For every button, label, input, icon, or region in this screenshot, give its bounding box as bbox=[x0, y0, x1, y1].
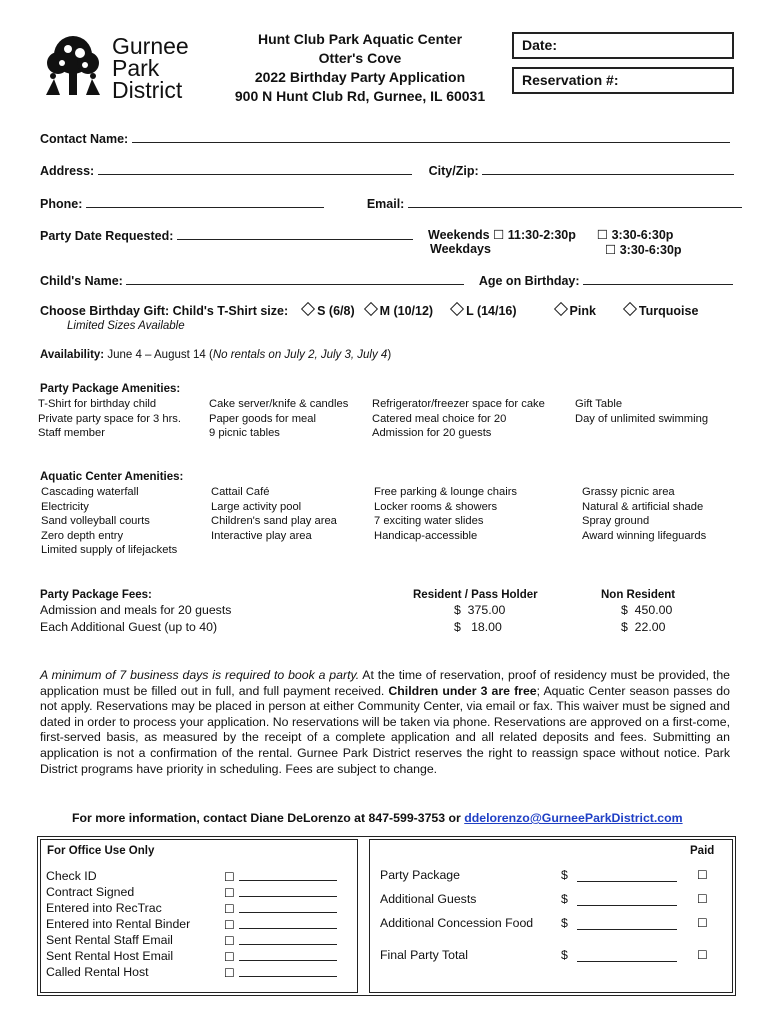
phone-row bbox=[40, 195, 750, 211]
list-item: Catered meal choice for 20 bbox=[372, 412, 507, 425]
city-zip-label: City/Zip: bbox=[428, 164, 479, 178]
party-amenities-col3 bbox=[372, 397, 545, 441]
aquatic-amenities-col1 bbox=[41, 485, 177, 558]
age-label: Age on Birthday: bbox=[478, 274, 580, 288]
office-fee-currency: $ bbox=[561, 916, 568, 930]
office-fee-currency: $ bbox=[561, 948, 568, 962]
office-item: Sent Rental Host Email bbox=[46, 949, 174, 963]
fee-nonresident: $ 22.00 bbox=[621, 620, 666, 634]
slot2-label: 3:30-6:30p bbox=[611, 228, 674, 242]
aquatic-amenities-col2 bbox=[211, 485, 337, 543]
address-row bbox=[40, 162, 750, 178]
list-item: Zero depth entry bbox=[41, 529, 124, 542]
office-initials-field[interactable] bbox=[239, 918, 337, 929]
office-checkbox[interactable]: ☐ bbox=[224, 950, 235, 964]
list-item: Refrigerator/freezer space for cake bbox=[372, 398, 545, 410]
office-fee-field[interactable] bbox=[577, 917, 677, 930]
list-item: Free parking & lounge chairs bbox=[374, 486, 518, 498]
contact-name-row bbox=[40, 130, 740, 146]
policy-minimum-days: A minimum of 7 business days is required to book a party. bbox=[40, 668, 360, 682]
list-item: Grassy picnic area bbox=[582, 486, 675, 498]
office-item: Check ID bbox=[46, 869, 97, 883]
phone-field[interactable] bbox=[86, 195, 324, 208]
contact-name-field[interactable] bbox=[132, 130, 730, 143]
party-date-field[interactable] bbox=[177, 227, 413, 240]
diamond-turquoise-icon[interactable] bbox=[623, 302, 637, 316]
list-item: Gift Table bbox=[575, 398, 623, 410]
policy-text-2: ; Aquatic Center season passes do not apply. Reservations may be placed in person at either Community Center, via email or fax. This waiver must be signed and dated in order to process your application. No reservations will be taken via phone. Reservations are approved on a first-come, first-served basis, as measured by the receipt of a complete application and all related deposits and fees. Submitting an application is not a confirmation of the rental. Gurnee Park District reserves the right to reassign space without notice. Park District programs have priority in scheduling. Fees are subject to change. bbox=[40, 683, 730, 776]
office-checkbox[interactable]: ☐ bbox=[224, 870, 235, 884]
list-item: Electricity bbox=[41, 500, 89, 513]
date-label: Date: bbox=[522, 37, 558, 53]
availability-text: June 4 – August 14 ( bbox=[107, 349, 213, 361]
list-item: Sand volleyball courts bbox=[41, 515, 150, 528]
aquatic-amenities-title: Aquatic Center Amenities: bbox=[40, 471, 184, 483]
weekends-row bbox=[428, 227, 673, 242]
pink-label: Pink bbox=[569, 304, 596, 318]
header-line2: Otter's Cove bbox=[318, 50, 402, 66]
weekends-label: Weekends bbox=[428, 228, 490, 242]
list-item: Large activity pool bbox=[211, 500, 302, 513]
slot1-label: 11:30-2:30p bbox=[507, 228, 576, 242]
list-item: Natural & artificial shade bbox=[582, 500, 704, 513]
logo-text-line2: Park bbox=[112, 55, 160, 81]
list-item: Day of unlimited swimming bbox=[575, 412, 709, 425]
weekends-slot2-checkbox[interactable]: ☐ bbox=[596, 227, 609, 242]
office-checkbox[interactable]: ☐ bbox=[224, 902, 235, 916]
reservation-box[interactable] bbox=[512, 67, 734, 94]
list-item: Cake server/knife & candles bbox=[209, 398, 349, 410]
diamond-m-icon[interactable] bbox=[364, 302, 378, 316]
form-header bbox=[210, 30, 510, 106]
list-item: Admission for 20 guests bbox=[372, 427, 492, 440]
list-item: Staff member bbox=[38, 427, 105, 440]
email-field[interactable] bbox=[408, 195, 742, 208]
office-checkbox[interactable]: ☐ bbox=[224, 918, 235, 932]
resident-header: Resident / Pass Holder bbox=[413, 589, 538, 601]
contact-name-label: Contact Name: bbox=[40, 132, 129, 146]
office-checkboxes bbox=[224, 868, 337, 980]
weekends-slot1-checkbox[interactable]: ☐ bbox=[493, 227, 505, 242]
office-item: Sent Rental Staff Email bbox=[46, 933, 173, 947]
child-name-field[interactable] bbox=[126, 272, 464, 285]
phone-label: Phone: bbox=[40, 197, 83, 211]
office-fee-field[interactable] bbox=[577, 893, 677, 906]
fee-resident: $ 375.00 bbox=[454, 603, 506, 617]
list-item: Interactive play area bbox=[211, 529, 312, 542]
list-item: Award winning lifeguards bbox=[582, 529, 707, 542]
office-checkbox[interactable]: ☐ bbox=[224, 886, 235, 900]
paid-label: Paid bbox=[690, 845, 715, 857]
limited-sizes-note: Limited Sizes Available bbox=[67, 320, 185, 332]
gift-row bbox=[40, 304, 760, 318]
party-amenities-col4 bbox=[575, 397, 708, 426]
policy-text-1: At the time of reservation, proof of residency must be provided, the application must be filled out in full, and full payment received. bbox=[40, 668, 730, 698]
policy-children-free: Children under 3 are free bbox=[388, 683, 537, 698]
party-date-row bbox=[40, 227, 413, 243]
date-box[interactable] bbox=[512, 32, 734, 59]
office-checkbox[interactable]: ☐ bbox=[224, 934, 235, 948]
list-item: 7 exciting water slides bbox=[374, 515, 484, 528]
gift-label: Choose Birthday Gift: Child's T-Shirt size: bbox=[40, 304, 289, 318]
fee-resident: $ 18.00 bbox=[454, 620, 502, 634]
office-item: Called Rental Host bbox=[46, 965, 149, 979]
availability-row bbox=[40, 349, 391, 361]
party-amenities-col1 bbox=[38, 397, 181, 441]
diamond-s-icon[interactable] bbox=[301, 302, 315, 316]
turquoise-label: Turquoise bbox=[638, 304, 699, 318]
reservation-label: Reservation #: bbox=[522, 72, 619, 88]
email-label: Email: bbox=[366, 197, 405, 211]
office-fee-currency: $ bbox=[561, 892, 568, 906]
logo-text-line3: District bbox=[112, 77, 183, 103]
address-field[interactable] bbox=[98, 162, 412, 175]
party-amenities-title: Party Package Amenities: bbox=[40, 383, 181, 395]
aquatic-amenities-col3 bbox=[374, 485, 517, 543]
office-initials-field[interactable] bbox=[239, 870, 337, 881]
office-initials-field[interactable] bbox=[239, 886, 337, 897]
size-m-label: M (10/12) bbox=[379, 304, 434, 318]
availability-close: ) bbox=[387, 349, 392, 361]
office-paid-checkbox[interactable]: ☐ bbox=[697, 948, 708, 962]
weekdays-slot-checkbox[interactable]: ☐ bbox=[605, 242, 617, 257]
office-initials-field[interactable] bbox=[239, 902, 337, 913]
availability-label: Availability: bbox=[40, 349, 105, 361]
office-paid-checkbox[interactable]: ☐ bbox=[697, 916, 708, 930]
contact-email-link[interactable]: ddelorenzo@GurneeParkDistrict.com bbox=[464, 811, 683, 825]
office-title: For Office Use Only bbox=[47, 845, 155, 857]
weekdays-slot-row bbox=[605, 242, 682, 257]
office-fee-label: Additional Guests bbox=[380, 892, 477, 906]
office-fee-label: Party Package bbox=[380, 868, 460, 882]
size-s-label: S (6/8) bbox=[317, 304, 355, 318]
city-zip-field[interactable] bbox=[482, 162, 734, 175]
header-line4: 900 N Hunt Club Rd, Gurnee, IL 60031 bbox=[234, 88, 486, 104]
slot3-label: 3:30-6:30p bbox=[619, 243, 682, 257]
office-fee-field[interactable] bbox=[577, 869, 677, 882]
availability-note: No rentals on July 2, July 3, July 4 bbox=[212, 349, 388, 361]
office-fee-label: Final Party Total bbox=[380, 948, 468, 962]
district-logo bbox=[40, 33, 205, 101]
list-item: Spray ground bbox=[582, 515, 650, 528]
aquatic-amenities-col4 bbox=[582, 485, 706, 543]
list-item: Children's sand play area bbox=[211, 515, 337, 528]
list-item: T-Shirt for birthday child bbox=[38, 398, 157, 410]
header-line3: 2022 Birthday Party Application bbox=[254, 69, 466, 85]
office-paid-checkbox[interactable]: ☐ bbox=[697, 868, 708, 882]
age-field[interactable] bbox=[583, 272, 733, 285]
office-checkbox[interactable]: ☐ bbox=[224, 966, 235, 980]
fee-label: Each Additional Guest (up to 40) bbox=[40, 620, 218, 634]
office-fee-field[interactable] bbox=[577, 949, 677, 962]
address-label: Address: bbox=[40, 164, 95, 178]
office-initials-field[interactable] bbox=[239, 966, 337, 977]
child-name-row bbox=[40, 272, 750, 288]
office-initials-field[interactable] bbox=[239, 950, 337, 961]
list-item: Private party space for 3 hrs. bbox=[38, 412, 182, 425]
list-item: 9 picnic tables bbox=[209, 427, 280, 440]
logo-text-line1: Gurnee bbox=[112, 33, 189, 59]
list-item: Locker rooms & showers bbox=[374, 500, 498, 513]
party-date-label: Party Date Requested: bbox=[40, 229, 174, 243]
child-name-label: Child's Name: bbox=[40, 274, 123, 288]
policy-paragraph bbox=[40, 668, 730, 777]
contact-text: For more information, contact Diane DeLorenzo at 847-599-3753 or bbox=[72, 811, 465, 825]
weekdays-row bbox=[430, 242, 491, 256]
list-item: Limited supply of lifejackets bbox=[41, 544, 178, 557]
office-paid-checkbox[interactable]: ☐ bbox=[697, 892, 708, 906]
fee-nonresident: $ 450.00 bbox=[621, 603, 673, 617]
party-amenities-col2 bbox=[209, 397, 348, 441]
office-checklist bbox=[46, 868, 190, 980]
header-line1: Hunt Club Park Aquatic Center bbox=[257, 31, 463, 47]
office-item: Entered into Rental Binder bbox=[46, 917, 191, 931]
office-fee-currency: $ bbox=[561, 868, 568, 882]
nonresident-header: Non Resident bbox=[601, 589, 676, 601]
tree-logo-icon bbox=[40, 33, 106, 99]
office-fee-label: Additional Concession Food bbox=[380, 916, 534, 930]
size-l-label: L (14/16) bbox=[466, 304, 517, 318]
office-item: Contract Signed bbox=[46, 885, 135, 899]
weekdays-label: Weekdays bbox=[430, 242, 491, 256]
list-item: Cascading waterfall bbox=[41, 486, 139, 498]
fee-label: Admission and meals for 20 guests bbox=[40, 603, 232, 617]
diamond-pink-icon[interactable] bbox=[553, 302, 567, 316]
list-item: Handicap-accessible bbox=[374, 529, 478, 542]
list-item: Paper goods for meal bbox=[209, 412, 316, 425]
office-initials-field[interactable] bbox=[239, 934, 337, 945]
office-item: Entered into RecTrac bbox=[46, 901, 162, 915]
diamond-l-icon[interactable] bbox=[450, 302, 464, 316]
contact-line bbox=[72, 811, 683, 825]
fees-title: Party Package Fees: bbox=[40, 589, 152, 601]
list-item: Cattail Café bbox=[211, 486, 270, 498]
